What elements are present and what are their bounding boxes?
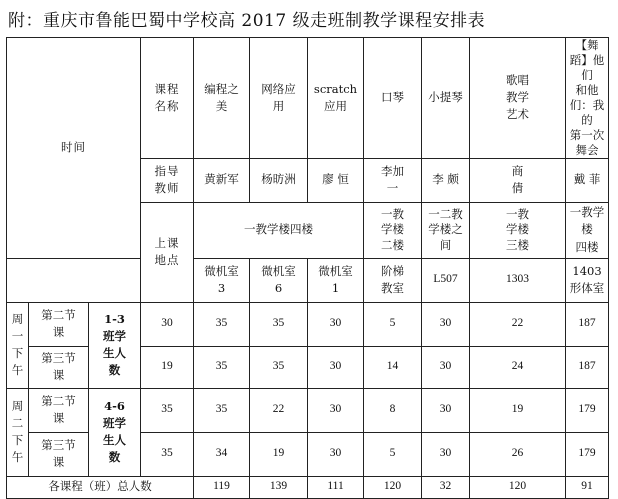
count-cell: 34 bbox=[194, 432, 250, 476]
class-group-4-6: 4-6 班学 生人 数 bbox=[89, 388, 141, 476]
count-cell: 24 bbox=[470, 346, 566, 388]
table-row bbox=[7, 388, 609, 432]
row-total: 187 bbox=[566, 346, 609, 388]
class-group-1-3: 1-3 班学 生人 数 bbox=[89, 302, 141, 388]
day-monday: 周 一 下 午 bbox=[7, 302, 29, 388]
room-singing: 1303 bbox=[470, 258, 566, 302]
course-name-dance: 【舞蹈】他们 和他们：我的 第一次舞会 bbox=[566, 38, 609, 159]
count-cell: 30 bbox=[308, 432, 364, 476]
count-cell: 35 bbox=[141, 432, 194, 476]
row-total: 179 bbox=[566, 432, 609, 476]
time-header: 时间 bbox=[7, 38, 141, 259]
count-cell: 5 bbox=[364, 302, 422, 346]
teacher-singing: 商 倩 bbox=[470, 158, 566, 202]
row-total: 179 bbox=[566, 388, 609, 432]
row-total: 187 bbox=[566, 302, 609, 346]
count-cell: 30 bbox=[308, 388, 364, 432]
building-dance: 一教学楼 四楼 bbox=[566, 202, 609, 258]
count-cell: 30 bbox=[308, 302, 364, 346]
count-cell: 35 bbox=[194, 388, 250, 432]
count-cell: 30 bbox=[422, 432, 470, 476]
room-violin: L507 bbox=[422, 258, 470, 302]
total-cell: 119 bbox=[194, 476, 250, 498]
total-cell: 139 bbox=[250, 476, 308, 498]
course-name-coding: 编程之 美 bbox=[194, 38, 250, 159]
count-cell: 35 bbox=[250, 346, 308, 388]
count-cell: 30 bbox=[422, 346, 470, 388]
count-cell: 30 bbox=[422, 302, 470, 346]
totals-label: 各课程（班）总人数 bbox=[7, 476, 194, 498]
course-name-network: 网络应 用 bbox=[250, 38, 308, 159]
period-label: 第三节 课 bbox=[29, 346, 89, 388]
total-cell: 32 bbox=[422, 476, 470, 498]
building-singing: 一教 学楼 三楼 bbox=[470, 202, 566, 258]
count-cell: 26 bbox=[470, 432, 566, 476]
period-label: 第二节 课 bbox=[29, 302, 89, 346]
period-label: 第二节 课 bbox=[29, 388, 89, 432]
teacher-coding: 黄新军 bbox=[194, 158, 250, 202]
course-name-row bbox=[7, 38, 609, 159]
room-scratch: 微机室 1 bbox=[308, 258, 364, 302]
total-cell: 111 bbox=[308, 476, 364, 498]
building-harmonica: 一教 学楼 二楼 bbox=[364, 202, 422, 258]
course-name-scratch: scratch 应用 bbox=[308, 38, 364, 159]
count-cell: 19 bbox=[250, 432, 308, 476]
document-title: 附：重庆市鲁能巴蜀中学校高 2017 级走班制教学课程安排表 bbox=[8, 11, 486, 31]
count-cell: 35 bbox=[194, 302, 250, 346]
count-cell: 35 bbox=[194, 346, 250, 388]
course-name-violin: 小提琴 bbox=[422, 38, 470, 159]
period-label: 第三节 课 bbox=[29, 432, 89, 476]
course-name-harmonica: 口琴 bbox=[364, 38, 422, 159]
room-network: 微机室 6 bbox=[250, 258, 308, 302]
course-name-label: 课程 名称 bbox=[141, 38, 194, 159]
table-row bbox=[7, 302, 609, 346]
count-cell: 5 bbox=[364, 432, 422, 476]
count-cell: 8 bbox=[364, 388, 422, 432]
count-cell: 30 bbox=[308, 346, 364, 388]
room-dance: 1403 形体室 bbox=[566, 258, 609, 302]
day-tuesday: 周 二 下 午 bbox=[7, 388, 29, 476]
count-cell: 14 bbox=[364, 346, 422, 388]
teacher-harmonica: 李加 一 bbox=[364, 158, 422, 202]
time-header-blank bbox=[7, 258, 141, 302]
count-cell: 35 bbox=[250, 302, 308, 346]
room-coding: 微机室 3 bbox=[194, 258, 250, 302]
teacher-label: 指导 教师 bbox=[141, 158, 194, 202]
count-cell: 19 bbox=[141, 346, 194, 388]
building-violin: 一二教 学楼之 间 bbox=[422, 202, 470, 258]
count-cell: 30 bbox=[422, 388, 470, 432]
course-schedule-table bbox=[6, 37, 609, 499]
teacher-dance: 戴 菲 bbox=[566, 158, 609, 202]
room-harmonica: 阶梯 教室 bbox=[364, 258, 422, 302]
total-cell: 120 bbox=[364, 476, 422, 498]
room-row bbox=[7, 258, 609, 302]
count-cell: 35 bbox=[141, 388, 194, 432]
location-label: 上课 地点 bbox=[141, 202, 194, 302]
shared-building: 一教学楼四楼 bbox=[194, 202, 364, 258]
count-cell: 30 bbox=[141, 302, 194, 346]
course-name-singing: 歌唱 教学 艺术 bbox=[470, 38, 566, 159]
teacher-scratch: 廖 恒 bbox=[308, 158, 364, 202]
total-cell: 120 bbox=[470, 476, 566, 498]
teacher-violin: 李 颇 bbox=[422, 158, 470, 202]
totals-row bbox=[7, 476, 609, 498]
count-cell: 22 bbox=[250, 388, 308, 432]
teacher-network: 杨昉洲 bbox=[250, 158, 308, 202]
total-cell: 91 bbox=[566, 476, 609, 498]
count-cell: 19 bbox=[470, 388, 566, 432]
count-cell: 22 bbox=[470, 302, 566, 346]
